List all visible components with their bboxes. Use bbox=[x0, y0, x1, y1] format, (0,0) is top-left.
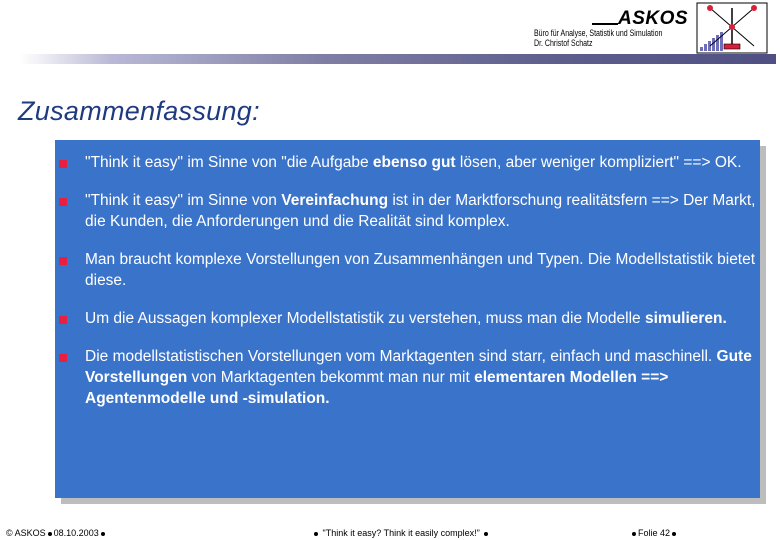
bullet-text: von Marktagenten bekommt man nur mit bbox=[187, 369, 475, 386]
bullet-text: ist in der Marktforschung realitätsfern ==> Der Markt, die Kunden, die Anforderungen und die Realität sind komplex. bbox=[85, 192, 756, 230]
logo-subtitle-line-2: Dr. Christof Schatz bbox=[534, 38, 593, 48]
bullet-emphasis: elementaren Modellen ==> Agentenmodelle und -simulation. bbox=[85, 369, 669, 407]
footer-right bbox=[630, 528, 678, 538]
footer-slide-number: Folie 42 bbox=[638, 528, 671, 538]
footer-left bbox=[6, 528, 107, 538]
bullet-square-icon bbox=[59, 160, 67, 168]
logo-subtitle-line-1: Büro für Analyse, Statistik und Simulation bbox=[534, 28, 663, 38]
bullet-square-icon bbox=[59, 354, 67, 362]
footer-date: 08.10.2003 bbox=[53, 528, 99, 538]
bullet-emphasis: Gute Vorstellungen bbox=[85, 348, 752, 386]
bullet-text: Man braucht komplexe Vorstellungen von Zusammenhängen und Typen. Die Modellstatistik bietet diese. bbox=[85, 251, 756, 289]
footer-center bbox=[312, 528, 490, 538]
bullet-dot-icon bbox=[48, 532, 52, 536]
bullet-text: Um die Aussagen komplexer Modellstatistik zu verstehen, muss man die Modelle bbox=[85, 310, 645, 327]
bullet-item bbox=[55, 249, 760, 291]
bullet-square-icon bbox=[59, 198, 67, 206]
bullet-emphasis: ebenso gut bbox=[372, 154, 456, 171]
bullet-text: Die modellstatistischen Vorstellungen vom Marktagenten sind starr, einfach und maschinell. bbox=[85, 348, 717, 365]
bullet-text: "Think it easy" im Sinne von "die Aufgabe bbox=[85, 154, 373, 171]
statistics-scale-icon bbox=[696, 2, 768, 54]
bullet-dot-icon bbox=[101, 532, 105, 536]
bullet-emphasis: Vereinfachung bbox=[281, 192, 389, 209]
bullet-item bbox=[55, 308, 760, 329]
bullet-square-icon bbox=[59, 257, 67, 265]
bullet-text: lösen, aber weniger kompliziert" ==> OK. bbox=[455, 154, 742, 171]
logo-rule bbox=[592, 23, 618, 25]
logo-subtitle bbox=[534, 28, 663, 48]
company-logo bbox=[530, 4, 690, 52]
slide-title: Zusammenfassung: bbox=[18, 96, 260, 126]
bullet-emphasis: simulieren. bbox=[644, 310, 727, 327]
bullet-list bbox=[55, 152, 760, 426]
bullet-dot-icon bbox=[484, 532, 488, 536]
footer-copyright: © ASKOS bbox=[6, 528, 46, 538]
bullet-dot-icon bbox=[632, 532, 636, 536]
bullet-item bbox=[55, 346, 760, 409]
bullet-item bbox=[55, 152, 760, 173]
header-gradient-bar bbox=[20, 54, 776, 64]
bullet-text: "Think it easy" im Sinne von bbox=[85, 192, 282, 209]
bullet-square-icon bbox=[59, 316, 67, 324]
bullet-dot-icon bbox=[314, 532, 318, 536]
bullet-dot-icon bbox=[672, 532, 676, 536]
footer-center-text: "Think it easy? Think it easily complex!" bbox=[322, 528, 480, 538]
bullet-item bbox=[55, 190, 760, 232]
logo-name: ASKOS bbox=[618, 8, 689, 29]
